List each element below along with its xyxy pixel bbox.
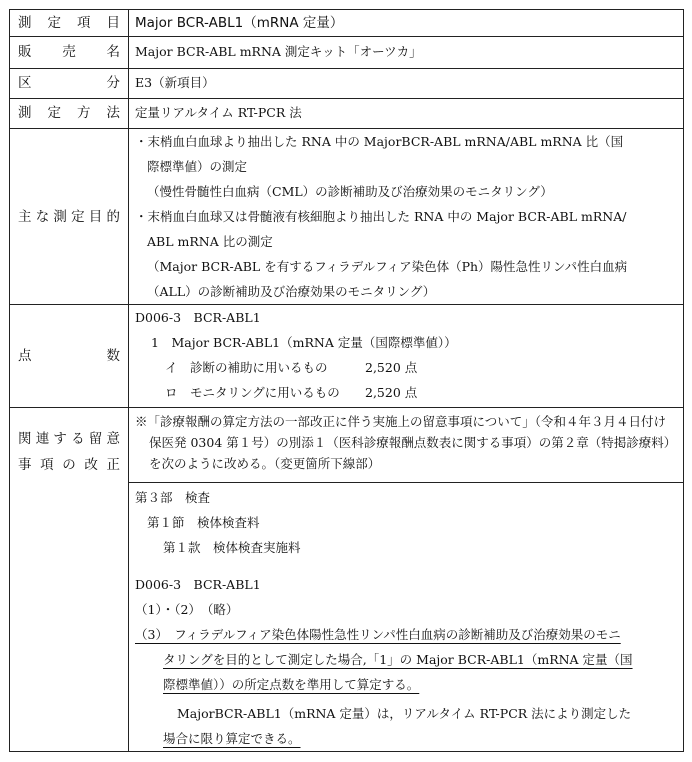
label-category: 区 分 <box>10 69 129 99</box>
value-product-name: Major BCR-ABL mRNA 測定キット「オーツカ」 <box>129 37 684 69</box>
purpose-line: （Major BCR-ABL を有するフィラデルフィア染色体（Ph）陽性急性リンパ性白血病 <box>147 259 628 274</box>
points-item-value: 2,520 点 <box>365 385 418 400</box>
purpose-line: ・末梢血白血球より抽出した RNA 中の MajorBCR-ABL mRNA/ABL mRNA 比（国 <box>135 134 624 149</box>
row-measurement-item <box>10 10 684 37</box>
value-category: E3（新項目） <box>129 69 684 99</box>
revision-final-line: 場合に限り算定できる。 <box>163 731 301 746</box>
revision-item3-line: 際標準値））の所定点数を準用して算定する。 <box>163 677 420 692</box>
row-method <box>10 99 684 129</box>
points-item <box>135 355 677 380</box>
revision-item3-line: （3） フィラデルフィア染色体陽性急性リンパ性白血病の診断補助及び治療効果のモニ <box>135 627 621 642</box>
revision-subsection: 第１款 検体検査実施料 <box>163 540 301 555</box>
label-method: 測 定 方 法 <box>10 99 129 129</box>
label-chars: 測 定 項 目 <box>18 15 120 31</box>
value-points <box>129 305 684 408</box>
points-item-value: 2,520 点 <box>365 360 418 375</box>
points-item-name: イ 診断の補助に用いるもの <box>165 360 328 375</box>
revision-section: 第１節 検体検査料 <box>147 515 260 530</box>
value-revision-body <box>129 483 684 752</box>
row-points <box>10 305 684 408</box>
label-purpose: 主 な 測 定 目 的 <box>10 129 129 305</box>
points-subitem: 1 Major BCR-ABL1（mRNA 定量（国際標準値）） <box>151 335 457 350</box>
purpose-line: 際標準値）の測定 <box>147 159 248 174</box>
device-info-table <box>9 9 684 752</box>
purpose-line: ・末梢血白血球又は骨髄液有核細胞より抽出した RNA 中の Major BCR-ABL mRNA/ <box>135 209 627 224</box>
purpose-line: （慢性骨髄性白血病（CML）の診断補助及び治療効果のモニタリング） <box>147 184 553 199</box>
row-product-name <box>10 37 684 69</box>
revision-final-line: MajorBCR-ABL1（mRNA 定量）は，リアルタイム RT-PCR 法により測定した <box>177 706 632 721</box>
revision-code: D006-3 BCR-ABL1 <box>135 577 261 592</box>
points-code: D006-3 BCR-ABL1 <box>135 310 261 325</box>
revision-omitted: （1）・（2） （略） <box>135 602 239 617</box>
revision-item3-line: タリングを目的として測定した場合,「1」の Major BCR-ABL1（mRNA 定量（国 <box>163 652 633 667</box>
row-revision-notice <box>10 408 684 483</box>
revision-notice: ※「診療報酬の算定方法の一部改正に伴う実施上の留意事項について」（令和４年３月４日付け保医発 0304 第１号）の別添１（医科診療報酬点数表に関する事項）の第２章（特掲診療料）を次のように改める。（変更箇所下線部） <box>135 414 677 471</box>
row-purpose <box>10 129 684 305</box>
label-product-name: 販 売 名 <box>10 37 129 69</box>
revision-part: 第３部 検査 <box>135 490 211 505</box>
label-points: 点 数 <box>10 305 129 408</box>
value-method: 定量リアルタイム RT-PCR 法 <box>129 99 684 129</box>
row-category <box>10 69 684 99</box>
label-measurement-item <box>10 10 129 37</box>
value-revision-notice <box>129 408 684 483</box>
value-measurement-item: Major BCR-ABL1（mRNA 定量） <box>129 10 684 37</box>
label-revision: 関 連 す る 留 意 事 項 の 改 正 <box>10 408 129 752</box>
points-item <box>135 380 677 405</box>
value-purpose <box>129 129 684 305</box>
purpose-line: （ALL）の診断補助及び治療効果のモニタリング） <box>147 284 436 299</box>
purpose-line: ABL mRNA 比の測定 <box>147 234 273 249</box>
points-item-name: ロ モニタリングに用いるもの <box>165 385 340 400</box>
